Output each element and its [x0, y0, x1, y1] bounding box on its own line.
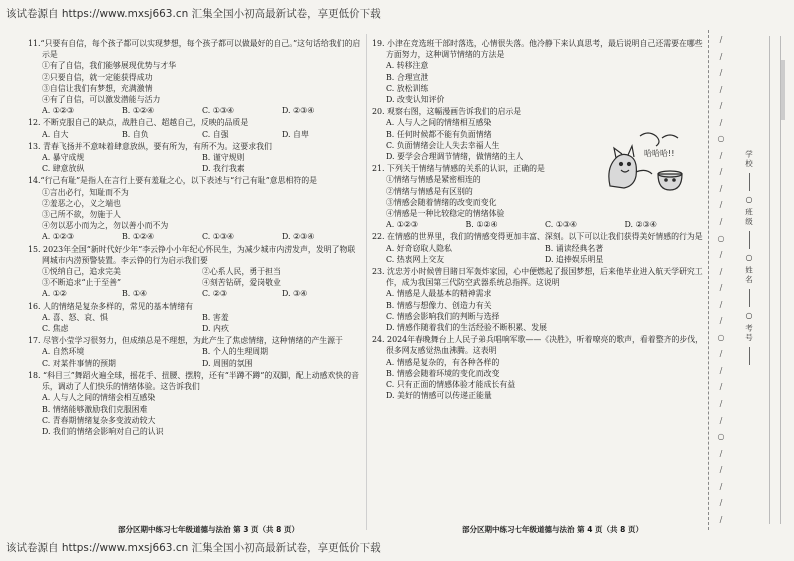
binding-stripe: [781, 60, 785, 120]
option-b: B. 情绪能够激励我们克服困难: [42, 404, 148, 414]
question-items: [28, 266, 362, 288]
answer-options: [28, 105, 362, 116]
question-item: ③己所不欲，勿施于人: [42, 210, 121, 220]
page-footer-left: 部分区期中练习七年级道德与法治 第 3 页（共 8 页）: [118, 525, 299, 534]
option-b: B. 谨守规则: [202, 153, 245, 163]
answer-options: [28, 288, 362, 299]
cartoon-drawing: [609, 133, 682, 190]
scribble-lines: [640, 133, 678, 146]
option-a: A. 自然环境: [42, 347, 85, 357]
answer-options: [28, 152, 362, 174]
cat-eye-left: [620, 163, 623, 166]
option-d: D. ③④: [282, 289, 308, 299]
pot-eye-right: [673, 179, 675, 181]
question-item: ④勿以恶小而为之，勿以善小而不为: [42, 221, 169, 231]
watermark-top: 该试卷源自 https://www.mxsj663.cn 汇集全国小初高最新试卷，享更低价下载: [6, 8, 381, 20]
field-school-line: [749, 173, 750, 191]
option-c: C. ①③④: [202, 232, 234, 242]
option-a: A. 人与人之间的情绪相互感染: [386, 118, 492, 128]
cat-eye-right: [628, 163, 631, 166]
student-info-fields: [743, 150, 755, 365]
question-22: [372, 231, 704, 265]
question-stem: 11.“只要有自信，每个孩子都可以实现梦想，每个孩子都可以做最好的自己。”这句话给我们的启示是: [28, 39, 361, 60]
option-c: C. 焦虑: [42, 324, 69, 334]
cut-line-marks: / / / / / / ○ / / / / / ○ / / / / / ○ / / / / / ○ / / / / /: [717, 35, 725, 524]
circle-mark-icon: ○: [745, 311, 753, 320]
question-item: ①有了自信，我们能够展现优势与才华: [42, 61, 177, 71]
field-id-line: [749, 347, 750, 365]
option-b: B. 害羞: [202, 312, 229, 322]
option-a: A. ①②③: [386, 220, 418, 230]
question-stem: 18. “科目三”舞蹈火遍全球，摇花手、扭腰、摆胯，还有“半蹲不蹲”的双脚，配上动感欢快的音乐，调动了人们快乐的情绪体验。这告诉我们: [28, 370, 360, 392]
cartoon-caption: 哈哈哈!!: [644, 149, 675, 158]
field-class-label: 班级: [744, 208, 754, 227]
option-d: D. ②③④: [282, 232, 315, 242]
option-c: C. 只有正面的情感体验才能成长有益: [386, 380, 516, 390]
option-a: A. 好奇窃取人隐私: [386, 243, 452, 253]
left-page: [28, 38, 362, 508]
option-b: B. 合理宣泄: [386, 72, 429, 82]
option-d: D. 改变认知评价: [386, 95, 445, 105]
cat-arm: [636, 170, 652, 174]
option-c: C. 自强: [202, 129, 229, 139]
question-stem: 12. 不断克服自己的缺点，战胜自己、超越自己，反映的品质是: [28, 118, 249, 128]
option-b: B. 任何时候都不能有负面情绪: [386, 129, 492, 139]
option-a: A. 情感是复杂的，有各种各样的: [386, 357, 500, 367]
option-c: C. 放松训练: [386, 83, 429, 93]
option-c: C. ①③④: [545, 220, 577, 230]
option-c: C. ②③: [202, 289, 227, 299]
question-item: ②心系人民，勇于担当: [202, 267, 281, 277]
answer-options: [28, 129, 362, 140]
option-b: B. ①②④: [122, 232, 155, 242]
question-stem: 24. 2024年春晚舞台上人民子弟兵唱响军歌——《决胜》，听着嘹亮的歌声，看着整齐的步伐，很多网友感觉热血沸腾。这表明: [372, 335, 704, 356]
page-divider: [366, 34, 367, 530]
question-item: ④刻苦钻研，爱岗敬业: [202, 278, 281, 288]
field-name-label: 姓名: [744, 266, 754, 285]
option-a: A. ①②③: [42, 232, 74, 242]
option-c: C. ①③④: [202, 106, 234, 116]
option-b: B. 诵读经典名著: [545, 243, 604, 253]
option-b: B. ①②④: [465, 220, 498, 230]
question-stem: 16. 人的情绪是复杂多样的，常见的基本情绪有: [28, 301, 193, 311]
option-d: D. ②③④: [624, 220, 657, 230]
option-c: C. 热衷网上交友: [386, 254, 445, 264]
question-23: [372, 266, 704, 333]
question-18: [28, 370, 362, 437]
option-d: D. 美好的情感可以传递正能量: [386, 391, 492, 401]
binding-strip: [708, 30, 789, 530]
question-item: ④有了自信，可以激发潜能与活力: [42, 95, 161, 105]
option-d: D. ②③④: [282, 106, 315, 116]
cartoon-illustration: [600, 128, 692, 192]
question-item: ③不断追求“止于至善”: [42, 278, 122, 288]
page-footer-right: 部分区期中练习七年级道德与法治 第 4 页（共 8 页）: [462, 525, 643, 534]
option-a: A. 人与人之间的情绪会相互感染: [42, 393, 156, 403]
circle-mark-icon: ○: [745, 195, 753, 204]
option-a: A. 暴守成规: [42, 153, 85, 163]
question-24: [372, 334, 704, 401]
circle-mark-icon: ○: [745, 253, 753, 262]
option-c: C. 对某件事情的预期: [42, 358, 116, 368]
watermark-bottom: 该试卷源自 https://www.mxsj663.cn 汇集全国小初高最新试卷，享更低价下载: [6, 542, 381, 554]
field-name-line: [749, 289, 750, 307]
question-stem: 17. 尽管小莹学习很努力，但成绩总是不理想，为此产生了焦虑情绪，这种情绪的产生源于: [28, 336, 343, 346]
pot-eye-left: [665, 179, 667, 181]
right-page: [372, 38, 704, 508]
option-a: A. 自大: [42, 129, 69, 139]
option-b: B. ①④: [122, 289, 147, 299]
option-c: C. 青春期情绪复杂多变波动较大: [42, 415, 156, 425]
binding-edge: [769, 36, 781, 524]
answer-options: [372, 219, 704, 230]
option-b: B. 情感会随着环境的变化而改变: [386, 368, 500, 378]
question-item: ①悦纳自己，追求完美: [42, 267, 121, 277]
option-d: D. 追捧娱乐明星: [545, 254, 604, 264]
question-stem: 22. 在情感的世界里，我们的情感变得更加丰富、深刻。以下可以让我们获得美好情感的行为是: [372, 232, 703, 242]
option-b: B. 个人的生理周期: [202, 347, 269, 357]
field-school-label: 学校: [744, 150, 754, 169]
option-d: D. 周围的氛围: [202, 358, 253, 368]
question-stem: 14.“行己有耻”是指人在言行上要有羞耻之心，以下表述与“行己有耻”意思相符的是: [28, 176, 318, 186]
question-item: ②只要自信，就一定能获得成功: [42, 72, 153, 82]
option-c: C. 负面情绪会让人失去幸福人生: [386, 140, 500, 150]
question-17: [28, 335, 362, 369]
question-stem: 23. 沈忠芳小时候曾目睹日军轰炸家园，心中便燃起了报国梦想，后来他毕业进入航天学研究工作，成为我国第三代防空武器系统总指挥。这说明: [372, 267, 703, 288]
question-item: ①言出必行，知耻而不为: [42, 187, 129, 197]
question-14: [28, 175, 362, 242]
option-d: D. 自卑: [282, 129, 309, 139]
question-item: ①情绪与情感是紧密相连的: [386, 175, 481, 185]
question-11: [28, 38, 362, 116]
question-15: [28, 244, 362, 300]
option-d: D. 我行我素: [202, 164, 245, 174]
option-b: B. ①②④: [122, 106, 155, 116]
question-item: ②羞恶之心，义之端也: [42, 198, 121, 208]
option-a: A. 转移注意: [386, 61, 429, 71]
question-13: [28, 141, 362, 175]
option-c: C. 情感会影响我们的判断与选择: [386, 311, 500, 321]
option-a: A. ①②: [42, 289, 67, 299]
option-b: B. 情感与想像力、创造力有关: [386, 300, 492, 310]
question-item: ②情绪与情感是有区别的: [386, 186, 473, 196]
answer-options: [372, 243, 704, 265]
option-c: C. 肆意放纵: [42, 164, 85, 174]
question-19: [372, 38, 704, 105]
question-stem: 19. 小津在竞选班干部时落选，心情很失落。他冷静下来认真思考，最后说明自己还需要在哪些方面努力，这种调节情绪的方法是: [372, 39, 703, 60]
question-stem: 20. 观察右图，这幅漫画告诉我们的启示是: [372, 107, 522, 117]
option-a: A. 喜、怒、哀、惧: [42, 312, 108, 322]
question-12: [28, 117, 362, 139]
field-id-label: 考号: [744, 324, 754, 343]
option-d: D. 内疚: [202, 324, 229, 334]
field-class-line: [749, 231, 750, 249]
question-item: ④情感是一种比较稳定的情绪体验: [386, 209, 505, 219]
answer-options: [28, 231, 362, 242]
question-stem: 13. 青春飞扬并不意味着肆意放纵，要有所为，有所不为。这要求我们: [28, 141, 272, 151]
answer-options: [28, 346, 362, 368]
question-stem: 15. 2023年全国“新时代好少年”李云铮小小年纪心怀民生，为减少城市内涝发声，发明了物联网城市内涝预警装置。李云铮的行为启示我们要: [28, 244, 356, 265]
question-stem: 21. 下列关于情绪与情感的关系的认识，正确的是: [372, 164, 545, 174]
option-b: B. 自负: [122, 129, 149, 139]
option-a: A. ①②③: [42, 106, 74, 116]
answer-options: [28, 312, 362, 334]
option-a: A. 情感是人最基本的精神需求: [386, 289, 492, 299]
option-d: D. 我们的情绪会影响对自己的认识: [42, 426, 164, 436]
question-item: ③情感会随着情绪的改变而变化: [386, 197, 497, 207]
option-d: D. 情感作随着我们的生活经验不断积累、发展: [386, 323, 547, 333]
question-item: ③自信让我们有梦想，充满激情: [42, 83, 153, 93]
question-16: [28, 301, 362, 335]
option-d: D. 要学会合理调节情绪，做情绪的主人: [386, 152, 524, 162]
